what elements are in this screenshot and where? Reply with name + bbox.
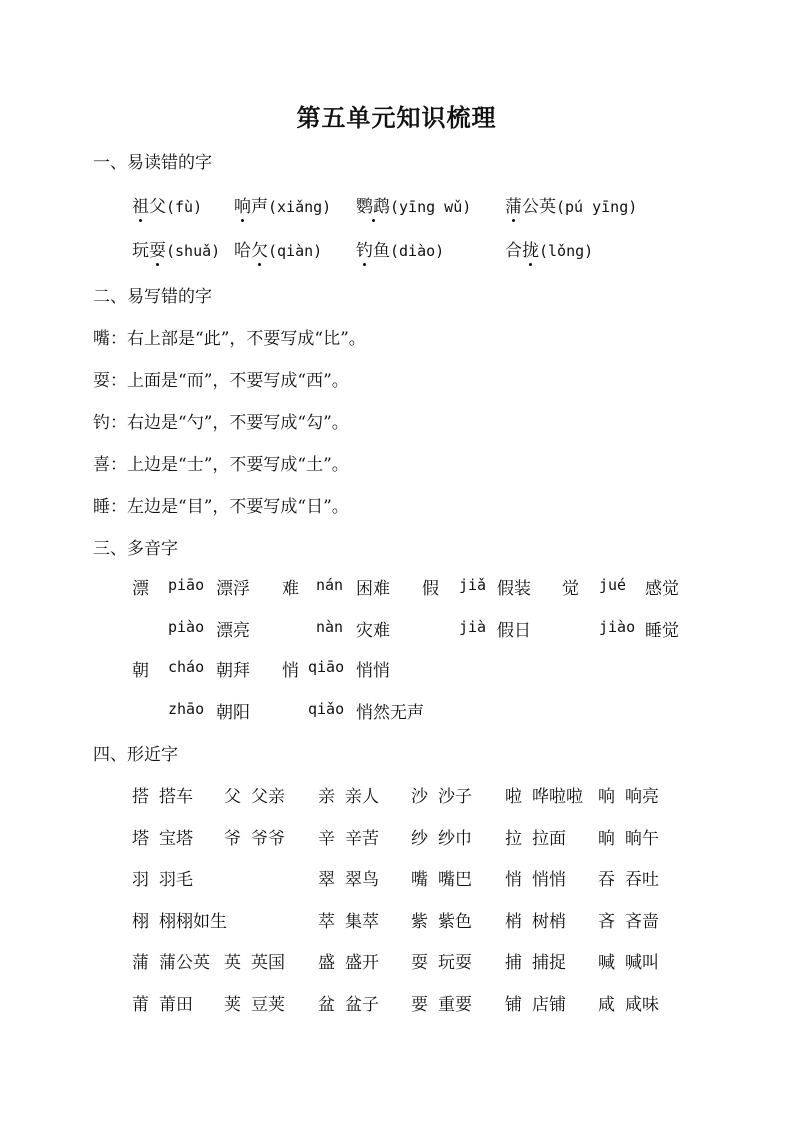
misread-item: 祖父(fù) xyxy=(132,192,202,217)
section-heading-miswritten: 二、易写错的字 xyxy=(93,287,212,307)
similar-word: 沙子 xyxy=(438,787,472,807)
similar-word: 树梢 xyxy=(532,912,566,932)
similar-word: 翠鸟 xyxy=(345,870,379,890)
similar-char: 梢 xyxy=(505,912,522,932)
pinyin: cháo xyxy=(168,658,205,676)
similar-char: 吞 xyxy=(598,870,615,890)
similar-word: 羽毛 xyxy=(159,870,193,890)
similar-word: 玩耍 xyxy=(438,953,472,973)
polyphonic-char: 觉 xyxy=(562,579,579,599)
similar-char: 栩 xyxy=(132,912,149,932)
polyphonic-char: 悄 xyxy=(282,661,299,681)
similar-word: 捕捉 xyxy=(532,953,566,973)
similar-char: 爷 xyxy=(224,829,241,849)
similar-char: 铺 xyxy=(505,995,522,1015)
pinyin: qiāo xyxy=(308,658,345,676)
similar-word: 豆荚 xyxy=(251,995,285,1015)
similar-word: 父亲 xyxy=(251,787,285,807)
similar-word: 喊叫 xyxy=(625,953,659,973)
similar-word: 英国 xyxy=(251,953,285,973)
similar-char: 拉 xyxy=(505,829,522,849)
similar-word: 响亮 xyxy=(625,787,659,807)
similar-word: 莆田 xyxy=(159,995,193,1015)
similar-word: 吞吐 xyxy=(625,870,659,890)
similar-char: 翠 xyxy=(318,870,335,890)
pinyin: jué xyxy=(599,576,627,594)
section-heading-misread: 一、易读错的字 xyxy=(93,153,212,173)
similar-word: 集萃 xyxy=(345,912,379,932)
example-word: 朝拜 xyxy=(216,661,250,681)
misread-item: 玩耍(shuǎ) xyxy=(132,236,220,261)
similar-char: 父 xyxy=(224,787,241,807)
similar-word: 咸味 xyxy=(625,995,659,1015)
similar-char: 羽 xyxy=(132,870,149,890)
similar-word: 哗啦啦 xyxy=(532,787,583,807)
similar-word: 宝塔 xyxy=(159,829,193,849)
misread-item: 鹦鹉(yīng wǔ) xyxy=(356,192,471,217)
similar-char: 搭 xyxy=(132,787,149,807)
example-word: 悄悄 xyxy=(356,661,390,681)
similar-word: 店铺 xyxy=(532,995,566,1015)
pinyin: nàn xyxy=(316,618,344,636)
similar-char: 嘴 xyxy=(411,870,428,890)
similar-word: 悄悄 xyxy=(532,870,566,890)
similar-char: 莆 xyxy=(132,995,149,1015)
similar-word: 盛开 xyxy=(345,953,379,973)
section-heading-polyphonic: 三、多音字 xyxy=(93,539,178,559)
similar-word: 亲人 xyxy=(345,787,379,807)
polyphonic-char: 难 xyxy=(282,579,299,599)
page-title: 第五单元知识梳理 xyxy=(296,103,497,132)
similar-word: 紫色 xyxy=(438,912,472,932)
similar-char: 紫 xyxy=(411,912,428,932)
pinyin: jiǎ xyxy=(459,576,487,594)
similar-char: 蒲 xyxy=(132,953,149,973)
similar-char: 喊 xyxy=(598,953,615,973)
pinyin: zhāo xyxy=(168,700,205,718)
example-word: 灾难 xyxy=(356,621,390,641)
similar-word: 搭车 xyxy=(159,787,193,807)
similar-char: 悄 xyxy=(505,870,522,890)
similar-word: 爷爷 xyxy=(251,829,285,849)
similar-char: 荚 xyxy=(224,995,241,1015)
misread-item: 钓鱼(diào) xyxy=(356,236,444,261)
similar-char: 沙 xyxy=(411,787,428,807)
similar-char: 盛 xyxy=(318,953,335,973)
similar-word: 重要 xyxy=(438,995,472,1015)
similar-char: 英 xyxy=(224,953,241,973)
polyphonic-char: 假 xyxy=(422,579,439,599)
similar-word: 栩栩如生 xyxy=(159,912,227,932)
miswritten-rule: 钓：右边是“勺”，不要写成“勾”。 xyxy=(93,413,349,433)
similar-char: 耍 xyxy=(411,953,428,973)
example-word: 睡觉 xyxy=(645,621,679,641)
section-heading-similar: 四、形近字 xyxy=(93,745,178,765)
similar-word: 拉面 xyxy=(532,829,566,849)
similar-word: 晌午 xyxy=(625,829,659,849)
similar-word: 蒲公英 xyxy=(159,953,210,973)
misread-item: 合拢(lǒng) xyxy=(505,236,593,261)
similar-char: 萃 xyxy=(318,912,335,932)
similar-word: 吝啬 xyxy=(625,912,659,932)
similar-char: 晌 xyxy=(598,829,615,849)
similar-char: 要 xyxy=(411,995,428,1015)
similar-char: 辛 xyxy=(318,829,335,849)
miswritten-rule: 耍：上面是“而”，不要写成“西”。 xyxy=(93,371,349,391)
example-word: 漂浮 xyxy=(216,579,250,599)
pinyin: jià xyxy=(459,618,487,636)
example-word: 感觉 xyxy=(645,579,679,599)
similar-char: 咸 xyxy=(598,995,615,1015)
similar-char: 亲 xyxy=(318,787,335,807)
similar-char: 塔 xyxy=(132,829,149,849)
similar-char: 响 xyxy=(598,787,615,807)
similar-word: 盆子 xyxy=(345,995,379,1015)
pinyin: nán xyxy=(316,576,344,594)
pinyin: piāo xyxy=(168,576,205,594)
miswritten-rule: 喜：上边是“士”，不要写成“土”。 xyxy=(93,455,349,475)
similar-char: 纱 xyxy=(411,829,428,849)
example-word: 朝阳 xyxy=(216,703,250,723)
similar-word: 嘴巴 xyxy=(438,870,472,890)
example-word: 假装 xyxy=(497,579,531,599)
example-word: 假日 xyxy=(497,621,531,641)
polyphonic-char: 漂 xyxy=(132,579,149,599)
similar-char: 盆 xyxy=(318,995,335,1015)
similar-char: 捕 xyxy=(505,953,522,973)
similar-char: 吝 xyxy=(598,912,615,932)
miswritten-rule: 睡：左边是“目”，不要写成“日”。 xyxy=(93,497,349,517)
misread-item: 响声(xiǎng) xyxy=(234,192,331,217)
miswritten-rule: 嘴：右上部是“此”，不要写成“比”。 xyxy=(93,329,366,349)
polyphonic-char: 朝 xyxy=(132,661,149,681)
misread-item: 哈欠(qiàn) xyxy=(234,236,322,261)
example-word: 悄然无声 xyxy=(356,703,424,723)
similar-char: 啦 xyxy=(505,787,522,807)
similar-word: 纱巾 xyxy=(438,829,472,849)
similar-word: 辛苦 xyxy=(345,829,379,849)
example-word: 漂亮 xyxy=(216,621,250,641)
example-word: 困难 xyxy=(356,579,390,599)
pinyin: qiǎo xyxy=(308,700,345,718)
pinyin: jiào xyxy=(599,618,636,636)
pinyin: piào xyxy=(168,618,205,636)
misread-item: 蒲公英(pú yīng) xyxy=(505,192,637,217)
